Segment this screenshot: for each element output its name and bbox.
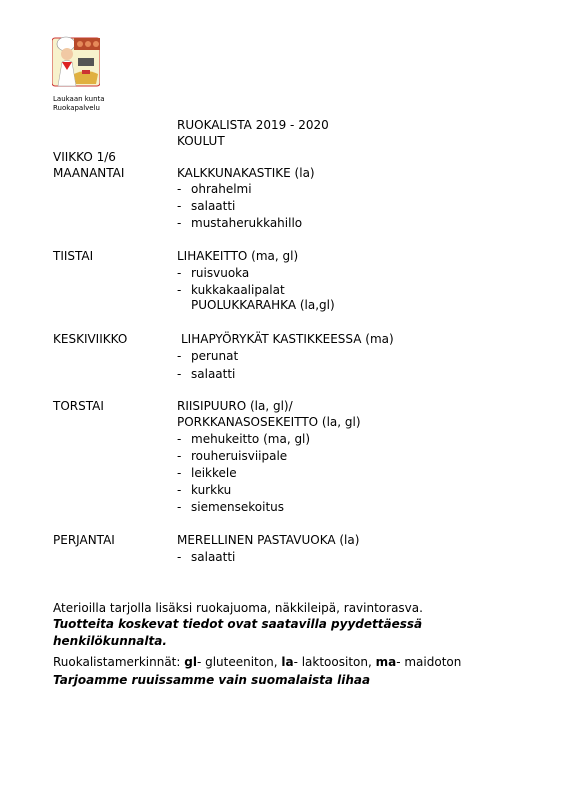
side-item: - kurkku <box>177 483 232 497</box>
chef-logo-icon <box>52 34 100 90</box>
side-item: - ruisvuoka <box>177 266 250 280</box>
side-item: - leikkele <box>177 466 237 480</box>
side-item: - rouheruisviipale <box>177 449 288 463</box>
menu-subtitle: KOULUT <box>177 134 225 148</box>
allergen-info-note-line1: Tuotteita koskevat tiedot ovat saatavilla pyydettäessä <box>53 617 423 631</box>
main-dish-tuesday: LIHAKEITTO (ma, gl) <box>177 249 299 263</box>
day-name-monday: MAANANTAI <box>53 166 125 180</box>
org-name: Laukaan kunta <box>53 95 105 103</box>
main-dish-monday: KALKKUNAKASTIKE (la) <box>177 166 315 180</box>
dessert-tuesday: PUOLUKKARAHKA (la,gl) <box>191 298 335 312</box>
day-name-friday: PERJANTAI <box>53 533 115 547</box>
org-department: Ruokapalvelu <box>53 104 100 112</box>
side-item: - salaatti <box>177 367 236 381</box>
main-dish-thursday-alt: PORKKANASOSEKEITTO (la, gl) <box>177 415 361 429</box>
side-item: - kukkakaalipalat <box>177 283 285 297</box>
day-name-tuesday: TIISTAI <box>53 249 94 263</box>
side-item: - mustaherukkahillo <box>177 216 303 230</box>
legend-line: Ruokalistamerkinnät: gl- gluteeniton, la- laktoositon, ma- maidoton <box>53 655 462 669</box>
side-item: - salaatti <box>177 550 236 564</box>
side-item: - siemensekoitus <box>177 500 285 514</box>
main-dish-wednesday: LIHAPYÖRYKÄT KASTIKKEESSA (ma) <box>181 332 394 346</box>
side-item: - salaatti <box>177 199 236 213</box>
side-item: - perunat <box>177 349 239 363</box>
allergen-info-note-line2: henkilökunnalta. <box>53 634 167 648</box>
menu-title: RUOKALISTA 2019 - 2020 <box>177 118 329 132</box>
extras-note: Aterioilla tarjolla lisäksi ruokajuoma, näkkileipä, ravintorasva. <box>53 601 423 615</box>
main-dish-thursday: RIISIPUURO (la, gl)/ <box>177 399 293 413</box>
day-name-thursday: TORSTAI <box>53 399 104 413</box>
finnish-meat-note: Tarjoamme ruuissamme vain suomalaista lihaa <box>53 673 371 687</box>
main-dish-friday: MERELLINEN PASTAVUOKA (la) <box>177 533 360 547</box>
side-item: - mehukeitto (ma, gl) <box>177 432 311 446</box>
day-name-wednesday: KESKIVIIKKO <box>53 332 128 346</box>
week-label: VIIKKO 1/6 <box>53 150 116 164</box>
side-item: - ohrahelmi <box>177 182 252 196</box>
